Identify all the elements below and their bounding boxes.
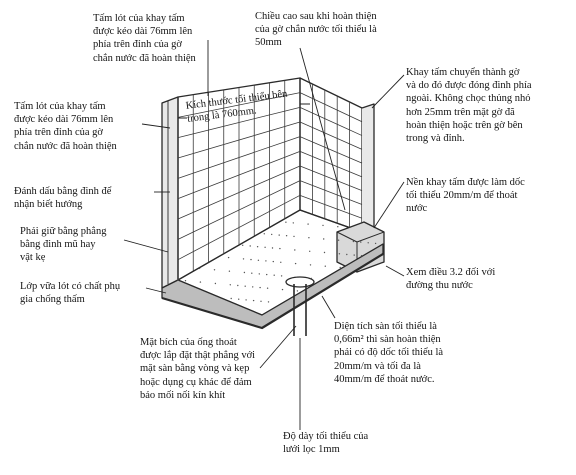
floor-dot <box>215 283 216 284</box>
floor-dot <box>229 271 230 272</box>
floor-dot <box>286 235 287 236</box>
floor-dot <box>250 245 251 246</box>
floor-dot <box>273 261 274 262</box>
floor-dot <box>375 243 376 244</box>
floor-dot <box>265 260 266 261</box>
floor-dot <box>323 238 324 239</box>
floor-dot <box>354 254 355 255</box>
floor-dot <box>340 267 341 268</box>
floor-dot <box>293 236 294 237</box>
drain-ring <box>286 277 314 287</box>
floor-dot <box>271 234 272 235</box>
floor-dot <box>253 300 254 301</box>
label-inner-dimension: Kích thước tối thiểu bên trong là 760mm. <box>185 88 288 126</box>
floor-dot <box>346 254 347 255</box>
label-floor-slope: Nền khay tấm được làm dốc tối thiểu 20mm/m để thoát nước <box>406 177 525 215</box>
label-sublayer: Lớp vữa lót có chất phụ gia chống thấm <box>20 281 121 306</box>
tile-line <box>300 151 362 177</box>
floor-dot <box>309 251 310 252</box>
tile-line <box>300 122 362 149</box>
floor-dot <box>308 237 309 238</box>
floor-dot <box>360 241 361 242</box>
floor-dot <box>339 253 340 254</box>
label-flange: Mặt bích của ống thoát được lắp đặt thật phẳng với mặt sàn bằng vòng và kẹp hoặc dụng cụ khác để đảm bảo mối nối kín khít <box>140 337 256 401</box>
label-floor-area: Diện tích sàn tối thiểu là 0,66m² thì sàn hoàn thiện phải có độ dốc tối thiểu là 20mm/m và tối đa là 40mm/m để thoát nước. <box>334 321 444 385</box>
label-flat-nails: Phải giữ bằng phẳng bằng đinh mũ hay vật kẹ <box>20 226 107 264</box>
floor-dot <box>297 290 298 291</box>
floor-dot <box>307 223 308 224</box>
floor-dot <box>325 266 326 267</box>
floor-dot <box>279 248 280 249</box>
floor-dot <box>242 245 243 246</box>
floor-dot <box>238 299 239 300</box>
leader-pan-turned <box>372 75 404 108</box>
tile-line <box>300 166 362 191</box>
floor-dot <box>324 252 325 253</box>
floor-dot <box>252 286 253 287</box>
floor-dot <box>177 279 178 280</box>
floor-dot <box>361 255 362 256</box>
floor-dot <box>267 288 268 289</box>
floor-dot <box>199 268 200 269</box>
floor-dot <box>250 259 251 260</box>
right-wall-tile-grid <box>300 84 362 228</box>
floor-dot <box>245 286 246 287</box>
floor-dot <box>279 234 280 235</box>
leader-see-clause <box>386 266 404 276</box>
tile-line <box>300 93 362 122</box>
floor-dot <box>274 275 275 276</box>
floor-dot <box>293 222 294 223</box>
label-see-clause: Xem điều 3.2 đối với đường thu nước <box>406 267 496 292</box>
right-wall-edge <box>362 104 374 236</box>
floor-dot <box>237 285 238 286</box>
floor-dot <box>264 247 265 248</box>
floor-dot <box>228 257 229 258</box>
floor-dot <box>259 273 260 274</box>
floor-dot <box>295 263 296 264</box>
floor-dot <box>244 272 245 273</box>
floor-dot <box>257 246 258 247</box>
floor-dot <box>185 280 186 281</box>
tile-line <box>300 107 362 135</box>
label-lining-extend-left: Tấm lót của khay tấm được kéo dài 76mm lên phía trên đỉnh của gờ chắn nước đã hoàn thiện <box>14 101 117 152</box>
tile-line <box>300 195 362 218</box>
label-nail-marking: Đánh dấu bằng đinh để nhận biết hướng <box>14 186 112 211</box>
floor-dot <box>322 225 323 226</box>
floor-dot <box>338 240 339 241</box>
label-pan-turned-over: Khay tấm chuyển thành gờ và do đó được đóng đinh phía ngoài. Không chọc thủng nhỏ hơn 25mm trên mặt gờ đã hoàn thiện hoặc trên gờ bên trong và đỉnh. <box>406 67 532 145</box>
floor-dot <box>281 275 282 276</box>
leader-floor-slope <box>374 182 404 228</box>
floor-dot <box>310 264 311 265</box>
floor-dot <box>245 299 246 300</box>
floor-dot <box>294 249 295 250</box>
leader-floor-area <box>322 296 335 318</box>
floor-dot <box>280 262 281 263</box>
leader-curb-height <box>300 48 345 210</box>
leader-flange <box>260 326 296 368</box>
left-wall <box>162 97 178 288</box>
floor-dot <box>353 241 354 242</box>
floor-dot <box>337 226 338 227</box>
label-screen-thickness: Độ dày tối thiểu của lưới lọc 1mm <box>283 431 369 456</box>
floor-dot <box>311 278 312 279</box>
floor-dot <box>200 281 201 282</box>
floor-dot <box>268 301 269 302</box>
label-curb-height: Chiều cao sau khi hoàn thiện của gờ chắn nước tối thiểu là 50mm <box>255 11 377 49</box>
tile-line <box>300 181 362 205</box>
floor-dot <box>272 247 273 248</box>
floor-dot <box>282 289 283 290</box>
floor-dot <box>230 284 231 285</box>
floor-dot <box>258 260 259 261</box>
floor-dot <box>260 301 261 302</box>
floor-dot <box>266 274 267 275</box>
label-lining-extend-top: Tấm lót của khay tấm được kéo dài 76mm lên phía trên đỉnh của gờ chắn nước đã hoàn thiện <box>93 13 196 64</box>
floor-dot <box>264 233 265 234</box>
floor-dot <box>251 273 252 274</box>
floor-dot <box>231 298 232 299</box>
floor-dot <box>368 242 369 243</box>
floor-dot <box>296 277 297 278</box>
floor-dot <box>285 222 286 223</box>
floor-dot <box>214 269 215 270</box>
floor-dot <box>243 258 244 259</box>
floor-dot <box>259 287 260 288</box>
